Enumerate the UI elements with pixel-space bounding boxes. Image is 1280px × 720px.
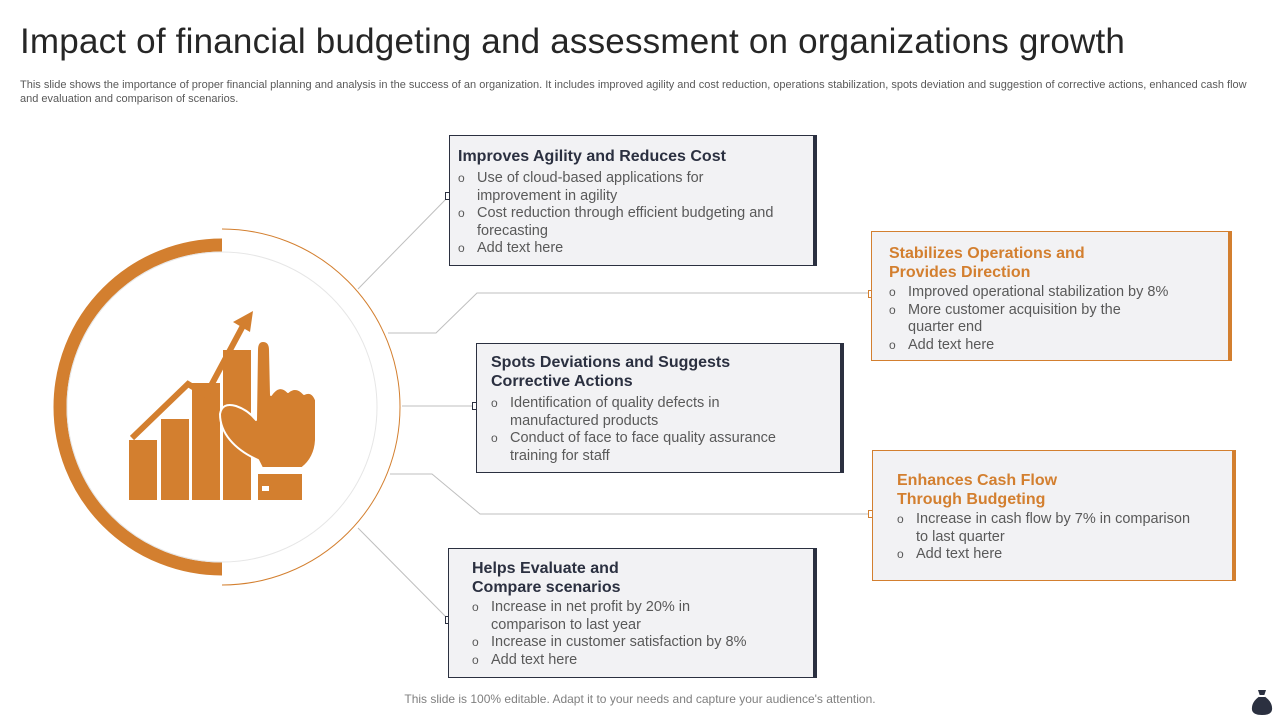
list-item: o Identification of quality defects in manufactured products xyxy=(491,395,720,429)
bullet-circle-icon: o xyxy=(897,547,904,562)
connector-2 xyxy=(388,293,872,333)
bullet-circle-icon: o xyxy=(889,337,896,352)
card-helps-evaluate xyxy=(448,548,814,678)
bullet-circle-icon: o xyxy=(889,302,896,317)
card-spots-deviations xyxy=(476,343,841,473)
bullet-circle-icon: o xyxy=(458,206,465,221)
list-item: o Add text here xyxy=(472,651,578,668)
bullet-circle-icon: o xyxy=(889,285,896,299)
list-item: o Increase in net profit by 20% in comparison to last year xyxy=(472,599,691,633)
list-item: o More customer acquisition by the quarter end xyxy=(889,301,1121,336)
card-bullet-list xyxy=(897,511,1220,564)
footer-note: This slide is 100% editable. Adapt it to your needs and capture your audience's attention. xyxy=(404,692,876,706)
card-heading: Improves Agility and Reduces Cost xyxy=(458,148,726,165)
list-item: o Increase in customer satisfaction by 8% xyxy=(472,634,747,651)
card-improves-agility xyxy=(449,135,814,266)
card-heading: Spots Deviations and Suggests Corrective Actions xyxy=(491,354,731,390)
card-bullet-list xyxy=(491,395,828,465)
list-item: o Conduct of face to face quality assurance training for staff xyxy=(491,430,776,464)
bullet-circle-icon: o xyxy=(491,431,498,446)
card-bullet-list xyxy=(472,599,801,669)
card-stabilizes-operations xyxy=(871,231,1229,361)
slide-subtitle: This slide shows the importance of proper financial planning and analysis in the success of an organization. It includes improved agility and cost reduction, operations stabilization, spots deviation and suggestion of corrective actions, enhanced cash flow and evaluation and comparison of scenarios. xyxy=(20,79,1247,105)
card-enhances-cash-flow xyxy=(872,450,1233,581)
card-heading: Stabilizes Operations and Provides Direction xyxy=(889,245,1085,281)
bullet-circle-icon: o xyxy=(897,512,904,526)
slide-title: Impact of financial budgeting and assessment on organizations growth xyxy=(20,22,1126,61)
bullet-circle-icon: o xyxy=(458,241,465,256)
list-item: o Increase in cash flow by 7% in comparison to last quarter xyxy=(897,511,1191,545)
bullet-circle-icon: o xyxy=(491,396,498,410)
list-item: o Use of cloud-based applications for improvement in agility xyxy=(458,170,704,204)
bullet-circle-icon: o xyxy=(472,635,479,650)
list-item: o Add text here xyxy=(889,336,995,353)
list-item: o Cost reduction through efficient budgeting and forecasting xyxy=(458,205,774,239)
bullet-circle-icon: o xyxy=(458,171,465,185)
card-bullet-list xyxy=(458,170,801,258)
bullet-circle-icon: o xyxy=(472,652,479,667)
card-bullet-list xyxy=(889,284,1216,354)
connector-1 xyxy=(358,196,449,289)
connector-4 xyxy=(390,474,872,514)
list-item: o Add text here xyxy=(458,240,564,257)
money-bag-icon xyxy=(1251,688,1273,716)
hub-circle xyxy=(67,252,377,562)
list-item: o Improved operational stabilization by 8% xyxy=(889,284,1169,300)
list-item: o Add text here xyxy=(897,546,1003,563)
connector-5 xyxy=(358,528,449,620)
bullet-circle-icon: o xyxy=(472,600,479,614)
card-heading: Enhances Cash Flow Through Budgeting xyxy=(897,472,1058,508)
card-heading: Helps Evaluate and Compare scenarios xyxy=(472,560,621,596)
